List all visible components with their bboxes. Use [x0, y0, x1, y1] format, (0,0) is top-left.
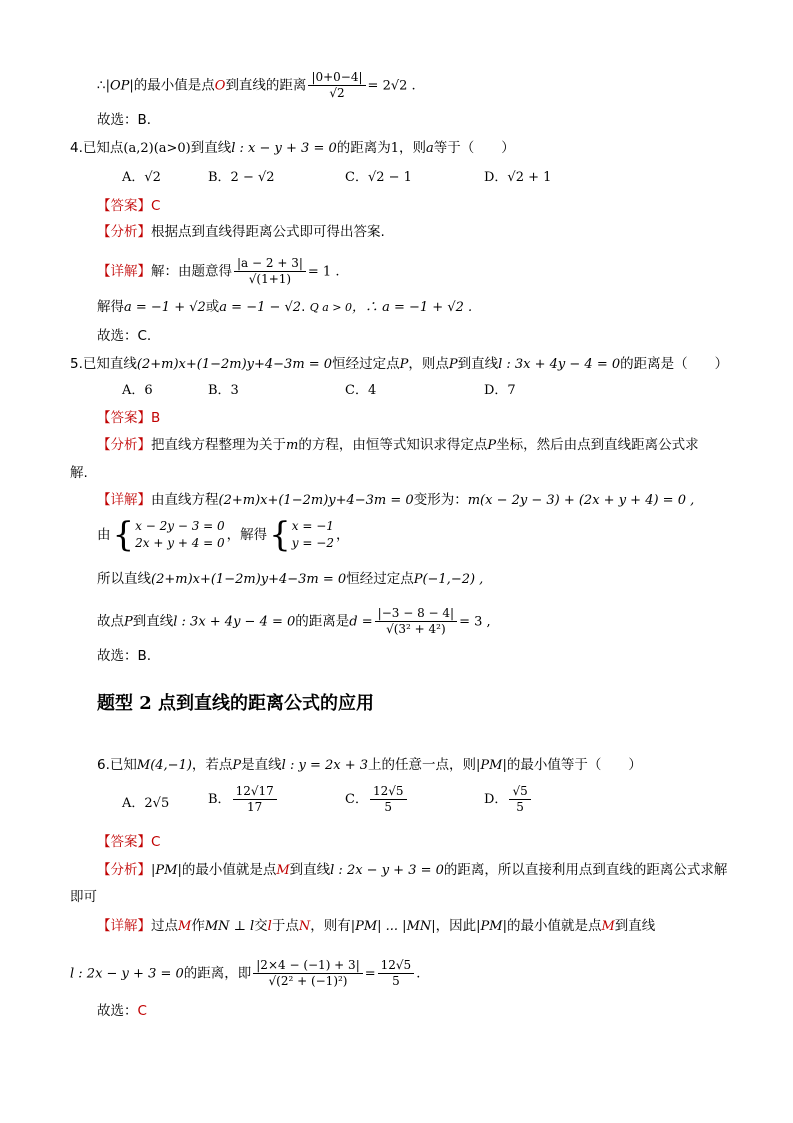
math-expr: MN ⊥ l [204, 919, 255, 934]
text: 的最小值等于（ ） [506, 757, 642, 773]
option-d: D．√2 + 1 [484, 170, 552, 185]
text: 5.已知直线 [70, 356, 137, 372]
text: 到直线 [457, 356, 499, 372]
fraction-denominator: √(1+1) [248, 272, 292, 286]
text: 过点 [151, 918, 178, 934]
distance-fraction [253, 958, 362, 989]
fraction-denominator: 5 [384, 800, 393, 814]
text: 交 [254, 918, 268, 934]
math-var: a [426, 141, 434, 156]
option-a: A．2√5 [122, 796, 170, 811]
text: 等于（ ） [433, 140, 515, 156]
option-label: D． [484, 792, 508, 807]
analysis-tag: 【分析】 [97, 862, 151, 878]
fraction-numerator: |−3 − 8 − 4| [375, 606, 457, 622]
detail-tag: 【详解】 [97, 263, 151, 280]
choice-line [97, 646, 151, 666]
math-point: P [399, 357, 409, 372]
option-d: D．7 [484, 383, 516, 398]
detail-line [97, 916, 655, 937]
text: 于点 [271, 918, 299, 934]
math-point: P [232, 758, 242, 773]
question-4 [70, 138, 515, 159]
text: ，因此 [435, 918, 477, 934]
math-line: (2+m)x+(1−2m)y+4−3m = 0 [136, 357, 333, 372]
math-point: P [448, 357, 458, 372]
math-result: = 2√2 . [367, 78, 416, 94]
solution-system [269, 515, 334, 555]
text: ，则有 [310, 918, 351, 934]
math-line: l : 2x − y + 3 = 0 [330, 863, 444, 878]
analysis-line [97, 435, 699, 456]
option-c: C．√2 − 1 [345, 170, 412, 185]
answer-line [97, 196, 160, 216]
detail-tag: 【详解】 [97, 918, 151, 934]
math-abs: |PM| [476, 758, 507, 773]
fraction-denominator: √2 [329, 86, 345, 100]
distance-fraction [308, 70, 365, 101]
text: 的距离，所以直接利用点到直线的距离公式求解 [443, 862, 728, 878]
math-point: M(4,−1) [136, 758, 192, 773]
text: ，解得 [226, 527, 268, 543]
text: 解：由题意得 [151, 263, 232, 280]
text: 的距离是 [295, 613, 350, 630]
text: ，则点 [408, 356, 449, 372]
math-expr: a = −1 + √2 [124, 300, 206, 315]
text: 的距离，即 [183, 965, 252, 982]
fixed-point-line [97, 569, 483, 590]
option-d [484, 784, 533, 815]
text: 根据点到直线得距离公式即可得出答案. [151, 224, 385, 240]
answer-value: C [137, 1003, 147, 1019]
text: 故选： [97, 1003, 138, 1019]
math-op-abs: |OP| [105, 78, 134, 94]
text: 4.已知点 [70, 140, 124, 156]
equation-row: y = −2 [291, 536, 334, 550]
option-a: A．6 [122, 383, 153, 398]
answer-value: C [151, 834, 161, 850]
equation-system [112, 515, 225, 555]
option-label: C． [345, 792, 368, 807]
detail-tag: 【详解】 [97, 492, 151, 508]
text: 故选：B. [97, 648, 152, 664]
fraction-denominator: √(2² + (−1)²) [268, 974, 348, 988]
math-line: (2+m)x+(1−2m)y+4−3m = 0 [151, 572, 347, 587]
math-line: l : 3x + 4y − 4 = 0 [173, 614, 296, 630]
math-expr: a = −1 − √2 [219, 300, 302, 315]
answer-line [97, 408, 160, 428]
option-c: C．4 [345, 383, 377, 398]
math-point: N [298, 919, 311, 934]
math-var: m [286, 438, 299, 453]
option-a: A．√2 [122, 170, 161, 185]
conclusion-line [97, 70, 416, 101]
analysis-continuation [70, 887, 97, 907]
answer-line [97, 832, 160, 852]
choice-line [97, 326, 151, 346]
text: 或 [205, 299, 220, 315]
answer-tag: 【答案】 [97, 410, 151, 426]
math-point: P(−1,−2) , [413, 572, 484, 587]
math-point: M [601, 919, 615, 934]
text: 坐标，然后由点到直线距离公式求 [496, 437, 699, 453]
result-fraction [378, 958, 415, 989]
text: 上的任意一点，则 [368, 757, 477, 773]
fraction-numerator: 12√5 [378, 958, 415, 974]
text: ，若点 [191, 757, 233, 773]
math-expr: |PM| ... |MN| [350, 919, 436, 934]
brace-icon: { [269, 515, 291, 555]
therefore-symbol: ∴ [97, 77, 106, 94]
brace-icon: { [112, 515, 135, 555]
text: 的方程，由恒等式知识求得定点 [298, 437, 488, 453]
math-expr: Q a > 0 [309, 301, 352, 314]
math-point: M [276, 863, 290, 878]
text: 故选：C. [97, 328, 152, 344]
section-heading: 题型 2 点到直线的距离公式的应用 [97, 693, 375, 714]
text: 作 [191, 918, 205, 934]
text: 故选：B． [97, 112, 161, 128]
text: 的最小值就是点 [181, 862, 277, 878]
option-b: B．2 − √2 [208, 170, 275, 185]
period: . [416, 966, 421, 982]
text: 由 [97, 527, 111, 543]
option-fraction [233, 784, 277, 815]
option-b [208, 784, 279, 815]
distance-fraction [375, 606, 457, 637]
answer-value: C [151, 198, 161, 214]
text: 是直线 [241, 757, 282, 773]
equation-row: 2x + y + 4 = 0 [135, 536, 225, 550]
text: 到直线 [614, 918, 656, 934]
text: 的最小值是点 [133, 77, 215, 94]
option-label: B． [208, 792, 231, 807]
option-b: B．3 [208, 383, 239, 398]
equals-sign: = [364, 966, 376, 982]
fraction-denominator: 5 [516, 800, 524, 814]
math-line: (2+m)x+(1−2m)y+4−3m = 0 [218, 493, 414, 508]
text: ，则 [399, 140, 427, 156]
text: 6.已知 [97, 757, 137, 773]
math-expr: m(x − 2y − 3) + (2x + y + 4) = 0 , [467, 493, 695, 508]
math-abs: |PM| [476, 919, 507, 934]
text: 变形为： [413, 492, 468, 508]
detail-continuation [70, 958, 420, 989]
question-5 [70, 354, 728, 375]
fraction-numerator: |a − 2 + 3| [234, 256, 306, 272]
text: . [301, 299, 306, 315]
text: 的距离为 [336, 140, 391, 156]
choice-line [97, 110, 160, 130]
math-point: P [124, 614, 133, 630]
fraction-numerator: 12√5 [370, 784, 407, 800]
fraction-denominator: 17 [247, 800, 263, 814]
analysis-tag: 【分析】 [97, 224, 151, 240]
fraction-numerator: 12√17 [233, 784, 277, 800]
math-point-o: O [214, 78, 226, 94]
detail-line [97, 490, 694, 511]
detail-line [97, 256, 339, 287]
math-line: l : 2x − y + 3 = 0 [70, 966, 184, 982]
math-var: l [267, 919, 272, 934]
text: 到直线 [190, 140, 232, 156]
fraction-numerator: √5 [509, 784, 530, 800]
option-fraction [370, 784, 407, 815]
answer-value: B [151, 410, 161, 426]
text: 到直线 [132, 613, 174, 630]
math-point: (a,2)(a>0) [123, 141, 191, 156]
text: 到直线 [289, 862, 331, 878]
text: 即可 [70, 889, 97, 905]
equation-row: x − 2y − 3 = 0 [135, 519, 225, 533]
solution-line [97, 297, 472, 318]
math-expr: ，∴ a = −1 + √2 . [351, 300, 473, 315]
math-point: P [487, 438, 497, 453]
text: 恒经过定点 [332, 356, 400, 372]
analysis-line [97, 222, 385, 242]
question-6 [97, 755, 642, 776]
math-result: = 3 , [459, 614, 491, 630]
math-line: l : x − y + 3 = 0 [231, 141, 337, 156]
fraction-numerator: |0+0−4| [308, 70, 365, 86]
fraction-denominator: √(3² + 4²) [386, 622, 446, 636]
math-point: M [178, 919, 192, 934]
analysis-tag: 【分析】 [97, 437, 151, 453]
math-result: = 1 . [307, 264, 340, 280]
math-line: l : y = 2x + 3 [281, 758, 369, 773]
text: 由直线方程 [151, 492, 219, 508]
choice-line [97, 1001, 147, 1021]
text: 把直线方程整理为关于 [151, 437, 286, 453]
answer-tag: 【答案】 [97, 198, 151, 214]
text: 的距离是（ ） [620, 356, 729, 372]
math-expr: d = [349, 614, 373, 630]
text: 所以直线 [97, 571, 151, 587]
text: ， [335, 527, 350, 543]
analysis-continuation [70, 463, 88, 483]
option-c [345, 784, 409, 815]
equation-row: x = −1 [291, 519, 334, 533]
option-fraction [509, 784, 530, 815]
distance-fraction [234, 256, 306, 287]
math-line: l : 3x + 4y − 4 = 0 [498, 357, 621, 372]
text: 解得 [97, 299, 124, 315]
distance-line [97, 606, 491, 637]
fraction-numerator: |2×4 − (−1) + 3| [253, 958, 362, 974]
text: 的最小值就是点 [506, 918, 602, 934]
math-num: 1 [390, 141, 400, 156]
fraction-denominator: 5 [392, 974, 400, 988]
text: 到直线的距离 [225, 77, 307, 94]
text: 解. [70, 465, 88, 481]
text: 故点 [97, 613, 124, 630]
system-line [97, 515, 350, 555]
math-abs: |PM| [151, 863, 182, 878]
answer-tag: 【答案】 [97, 834, 151, 850]
text: 恒经过定点 [346, 571, 414, 587]
analysis-line [97, 860, 727, 881]
